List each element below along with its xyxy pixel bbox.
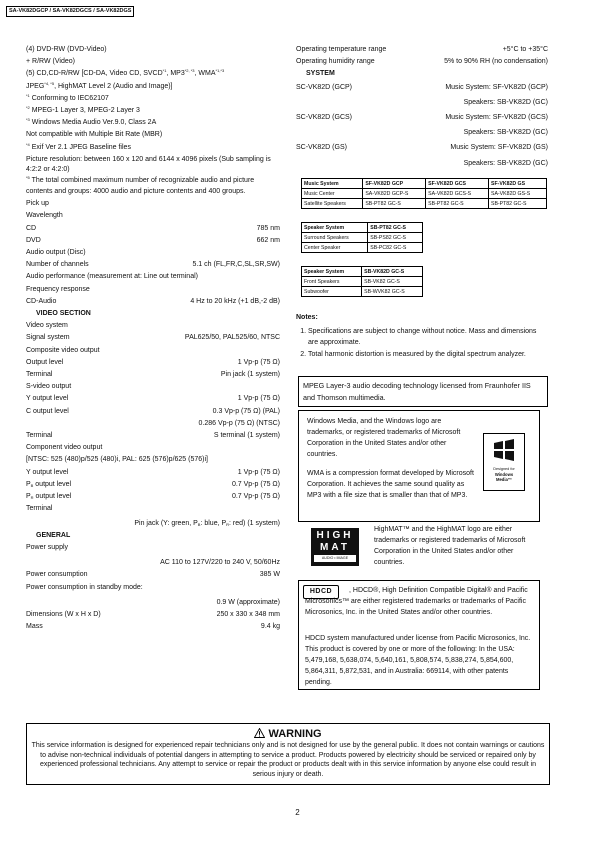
note-item: 1. Specifications are subject to change without notice. Mass and dimensions are approximate. [308, 326, 546, 349]
windows-media-text-2: WMA is a compression format developed by Microsoft Corporation. It achieves the same sound quality as MP3 with a file size that is smaller than that of MP3. [307, 470, 474, 499]
music-system-table [301, 178, 547, 209]
spec-row: Number of channels 5.1 ch (FL,FR,C,SL,SR,SW) [26, 261, 280, 269]
speaker-system-table-1 [301, 222, 423, 253]
windows-media-box [298, 410, 540, 522]
spec-line: Wavelength [26, 212, 63, 220]
table-cell: SF-VK82D GS [489, 179, 547, 189]
mpeg-license-text: MPEG Layer-3 audio decoding technology licensed from Fraunhofer IIS and Thomson multimedia. [303, 381, 531, 402]
spec-row: Dimensions (W x H x D) 250 x 330 x 348 mm [26, 610, 280, 618]
page-number: 2 [295, 808, 300, 817]
left-column [26, 44, 280, 633]
table-cell: SB-VK82 GC-S [362, 277, 423, 287]
logo-text: Media™ [495, 477, 513, 482]
table-cell: SF-VK82D GCS [426, 179, 489, 189]
spec-row: Output level 1 Vp-p (75 Ω) [26, 358, 280, 366]
table-cell: Center Speaker [302, 243, 368, 253]
spec-line: Composite video output [26, 346, 100, 354]
spec-row: Terminal Pin jack (1 system) [26, 371, 280, 379]
spec-line: Terminal [26, 505, 53, 513]
spec-row: $P_B$ output level 0.7 Vp-p (75 Ω) [26, 480, 280, 488]
table-cell: SB-VK82D GC-S [362, 267, 423, 277]
highmat-text: HighMAT™ and the HighMAT logo are either trademarks or registered trademarks of Microsoft Corporation in the United States and/or other countries. [374, 526, 526, 566]
footnote: $^{*4}$ Exif Ver 2.1 JPEG Baseline files [26, 141, 131, 151]
spec-line: S-video output [26, 383, 72, 391]
mpeg-license-box [298, 376, 548, 407]
table-cell: Speaker System [302, 267, 362, 277]
spec-row: Operating humidity range 5% to 90% RH (no condensation) [296, 58, 548, 66]
footnote: $^{*5}$ The total combined maximum number of recognizable audio and picture contents and groups: 4000 audio and picture contents and 400 groups. [26, 175, 255, 195]
windows-media-text-1: Windows Media, and the Windows logo are trademarks, or registered trademarks of Microsoft Corporation in the United States and/or other countries. [307, 418, 461, 458]
table-cell: Music Center [302, 189, 363, 199]
spec-line: + R/RW (Video) [26, 58, 75, 66]
table-cell: Surround Speakers [302, 233, 368, 243]
table-header-row [302, 223, 423, 233]
table-cell: SB-PT82 GC-S [368, 223, 423, 233]
footnote: $^{*2}$ MPEG-1 Layer 3, MPEG-2 Layer 3 [26, 105, 140, 115]
footnote: Not compatible with Multiple Bit Rate (MBR) [26, 131, 163, 139]
table-cell: SA-VK82D GCP-S [363, 189, 426, 199]
spec-row: C output level 0.3 Vp-p (75 Ω) (PAL) [26, 407, 280, 415]
spec-row: Mass 9.4 kg [26, 623, 280, 631]
notes-title: Notes: [296, 314, 318, 321]
spec-line: Audio performance (measurement at: Line out terminal) [26, 273, 198, 281]
table-cell: Front Speakers [302, 277, 362, 287]
spec-line: Power supply [26, 543, 69, 551]
table-cell: SB-PT82 GC-S [426, 199, 489, 209]
spec-row: Speakers: SB-VK82D (GC) [463, 98, 548, 106]
table-cell: Music System [302, 179, 363, 189]
logo-text: Windows [494, 472, 514, 477]
spec-row: SC-VK82D (GCS) Music System: SF-VK82D (GCS) [296, 114, 548, 122]
spec-row: Speakers: SB-VK82D (GC) [463, 129, 548, 137]
windows-media-logo [483, 433, 525, 491]
spec-row: 0.9 W (approximate) [216, 598, 280, 606]
spec-line: (4) DVD-RW (DVD-Video) [26, 46, 107, 53]
table-cell: SB-PT82 GC-S [489, 199, 547, 209]
picture-resolution: Picture resolution: between 160 x 120 and 6144 x 4096 pixels (Sub sampling is 4:2:2 or 4:2:0) [26, 155, 271, 174]
table-cell: SB-PC82 GC-S [368, 243, 423, 253]
notes-section [296, 312, 546, 360]
section-heading: VIDEO SECTION [36, 310, 91, 318]
logo-text: HIGH [316, 530, 354, 541]
note-item: 2. Total harmonic distortion is measured by the digital spectrum analyzer. [308, 349, 546, 361]
spec-line: Component video output [26, 444, 103, 452]
spec-row: $P_R$ output level 0.7 Vp-p (75 Ω) [26, 493, 280, 501]
spec-line: Audio output (Disc) [26, 249, 86, 257]
table-row [302, 287, 423, 297]
spec-row: AC 110 to 127V/220 to 240 V, 50/60Hz [160, 559, 280, 567]
table-row [302, 277, 423, 287]
table-row [302, 189, 547, 199]
footnote: $^{*3}$ Windows Media Audio Ver.9.0, Class 2A [26, 117, 157, 127]
spec-line: Power consumption in standby mode: [26, 583, 143, 591]
table-cell: SF-VK82D GCP [363, 179, 426, 189]
section-heading: SYSTEM [306, 70, 335, 78]
table-row [302, 243, 423, 253]
spec-row: SC-VK82D (GS) Music System: SF-VK82D (GS) [296, 144, 548, 152]
table-cell: SA-VK82D GS-S [489, 189, 547, 199]
logo-text: MAT [320, 542, 350, 553]
spec-row: SC-VK82D (GCP) Music System: SF-VK82D (GCP) [296, 83, 548, 91]
table-cell: SB-WVK82 GC-S [362, 287, 423, 297]
table-header-row [302, 179, 547, 189]
warning-text: This service information is designed for experienced repair technicians only and is not designed for use by the general public. It does not contain warnings or cautions to advise non-technical individuals of potential dangers in attempting to service a product. Products powered by electricity should be serviced or repaired only by experienced professional technicians. Any attempt to service or repair the product or products dealt with in this service information by anyone else could result in serious injury or death. [31, 742, 545, 778]
section-heading: GENERAL [36, 531, 71, 539]
hdcd-text-2: HDCD system manufactured under license from Pacific Microsonics, Inc. This product is covered by one or more of the following: In the USA: 5,479,168, 5,638,074, 5,640,161, 5,808,574, 5,838,274, 5,854,600, 5,864,311, 5,872,531, and in Australia: 669114, with other patents pending. [305, 635, 531, 686]
table-cell: SA-VK82D GCS-S [426, 189, 489, 199]
spec-row: Signal system PAL625/50, PAL525/60, NTSC [26, 334, 280, 342]
spec-row: Terminal S terminal (1 system) [26, 432, 280, 440]
table-cell: SB-PS82 GC-S [368, 233, 423, 243]
hdcd-logo: HDCD [303, 585, 339, 599]
spec-row: CD 785 nm [26, 224, 280, 232]
spec-row: Operating temperature range +5°C to +35°C [296, 46, 548, 53]
windows-flag-icon [491, 439, 517, 461]
table-cell: Speaker System [302, 223, 368, 233]
doc-header: SA-VK82DGCP / SA-VK82DGCS / SA-VK82DGS [6, 6, 134, 17]
spec-line: $JPEG^{*4, *5}$, HighMAT Level 2 (Audio and Image)] [26, 80, 173, 90]
speaker-system-table-2 [301, 266, 423, 297]
spec-row: Power consumption 385 W [26, 571, 280, 579]
spec-row: CD-Audio 4 Hz to 20 kHz (+1 dB,-2 dB) [26, 297, 280, 305]
warning-title: WARNING [27, 727, 549, 741]
spec-line: [NTSC: 525 (480)p/525 (480)i, PAL: 625 (576)p/625 (576)i] [26, 456, 208, 464]
warning-box [26, 723, 550, 785]
spec-line: Pick up [26, 200, 49, 208]
spec-row: Speakers: SB-VK82D (GC) [463, 159, 548, 167]
table-cell: Subwoofer [302, 287, 362, 297]
spec-line: Frequency response [26, 285, 90, 293]
spec-line: (5) CD,CD-R/RW [CD-DA, Video CD, SVCD$^{*1}$, $MP3^{*2, *3}$, $WMA^{*1,*3}$ [26, 68, 225, 78]
table-cell: SB-PT82 GC-S [363, 199, 426, 209]
hdcd-box [298, 580, 540, 690]
logo-text: Designed for [493, 467, 515, 471]
spec-row: Pin jack (Y: green, $P_B$: blue, $P_R$: red) (1 system) [134, 519, 280, 527]
table-header-row [302, 267, 423, 277]
spec-row: 0.286 Vp-p (75 Ω) (NTSC) [198, 419, 280, 427]
table-cell: Satellite Speakers [302, 199, 363, 209]
spec-line: Video system [26, 322, 68, 330]
right-column [296, 44, 548, 170]
highmat-logo [311, 528, 359, 566]
table-row [302, 233, 423, 243]
footnote: $^{*1}$ Conforming to IEC62107 [26, 92, 109, 102]
spec-row: Y output level 1 Vp-p (75 Ω) [26, 468, 280, 476]
spec-row: DVD 662 nm [26, 236, 280, 244]
logo-text: AUDIO • IMAGE [314, 555, 356, 562]
warning-triangle-icon [254, 728, 265, 738]
hdcd-text-1: , HDCD®, High Definition Compatible Digital® and Pacific Microsonics™ are either registered trademarks or trademarks of Pacific Microsonics, Inc. in the United States and/or other countries. [305, 587, 528, 616]
spec-row: Y output level 1 Vp-p (75 Ω) [26, 395, 280, 403]
notes-list [296, 326, 546, 361]
table-row [302, 199, 547, 209]
